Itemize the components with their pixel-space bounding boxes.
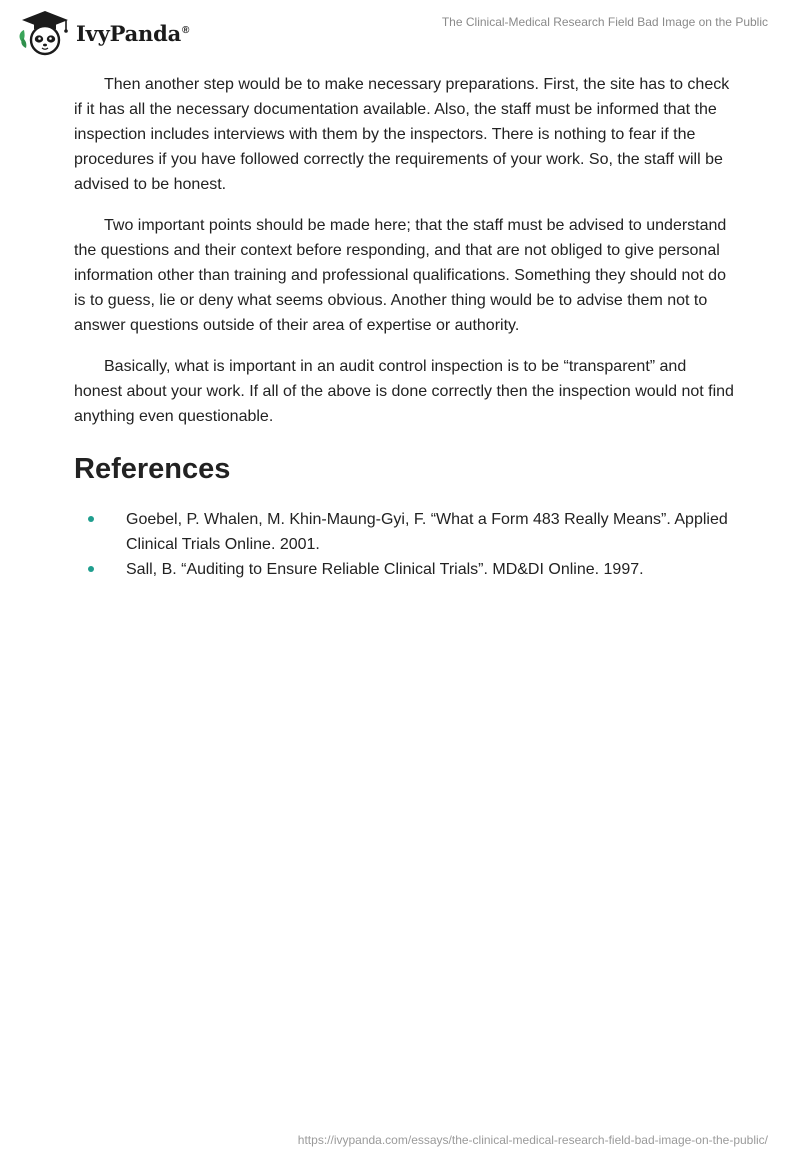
reference-item	[74, 557, 734, 582]
bullet-icon	[88, 516, 94, 522]
reference-text: Sall, B. “Auditing to Ensure Reliable Clinical Trials”. MD&DI Online. 1997.	[126, 561, 644, 578]
reference-item	[74, 507, 734, 557]
reference-text: Goebel, P. Whalen, M. Khin-Maung-Gyi, F. “What a Form 483 Really Means”. Applied Clinical Trials Online. 2001.	[126, 511, 728, 553]
registered-mark: ®	[182, 24, 190, 36]
body-paragraph: Basically, what is important in an audit control inspection is to be “transparent” and honest about your work. If all of the above is done correctly then the inspection would not find anything even questionable.	[74, 358, 734, 425]
ivypanda-logo[interactable]	[16, 8, 189, 56]
document-title: The Clinical-Medical Research Field Bad Image on the Public	[441, 15, 768, 29]
logo-wordmark: IvyPanda®	[76, 20, 190, 46]
body-paragraph: Two important points should be made here; that the staff must be advised to understand the questions and their context before responding, and that are not obliged to give personal information other than training and professional qualifications. Something they should not do is to guess, lie or deny what seems obvious. Another thing would be to advise them not to answer questions outside of their area of expertise or authority.	[74, 217, 727, 334]
essay-body	[74, 72, 734, 582]
body-paragraph: Then another step would be to make necessary preparations. First, the site has to check if it has all the necessary documentation available. Also, the staff must be informed that the inspection includes interviews with them by the inspectors. There is nothing to fear if the procedures if you have followed correctly the requirements of your work. So, the staff will be advised to be honest.	[74, 76, 730, 193]
page-header	[0, 0, 800, 60]
source-url-link[interactable]: https://ivypanda.com/essays/the-clinical-medical-research-field-bad-image-on-the-public/	[297, 1133, 768, 1147]
panda-graduation-cap-icon	[16, 8, 74, 56]
references-list	[74, 507, 734, 582]
references-heading: References	[74, 453, 231, 485]
bullet-icon	[88, 566, 94, 572]
